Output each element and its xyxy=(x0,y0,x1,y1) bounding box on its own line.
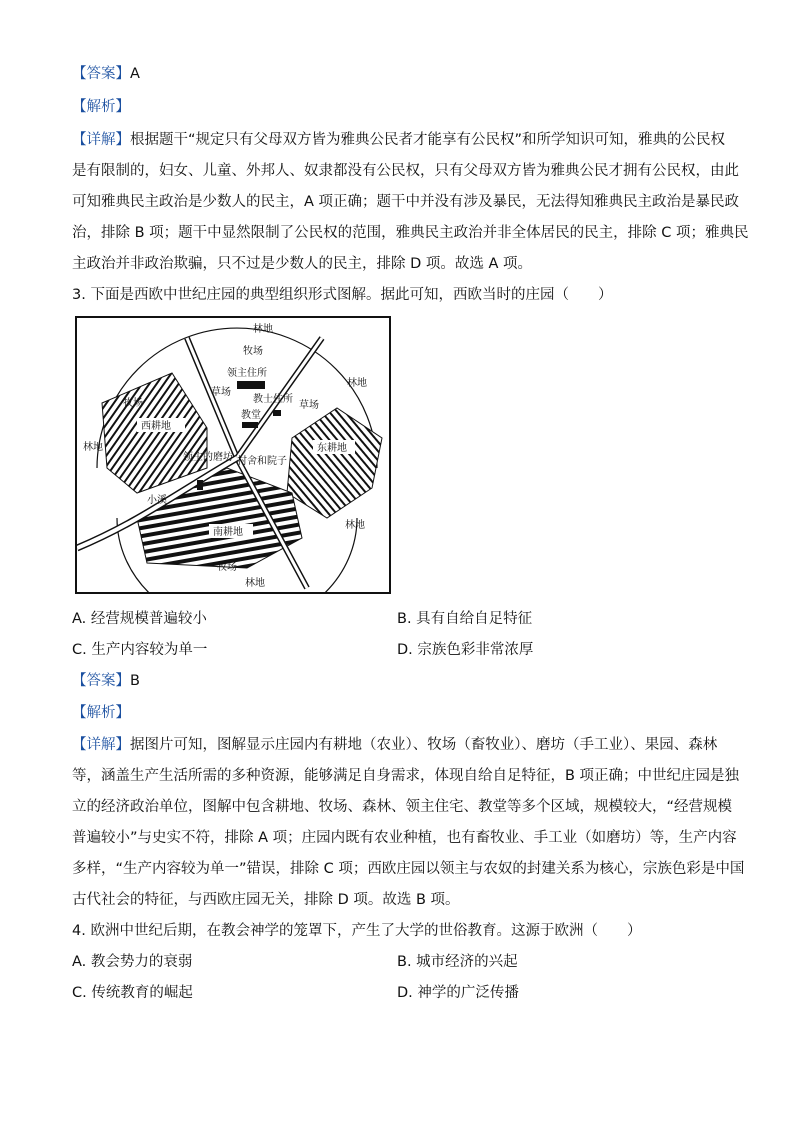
q4-stem: 4. 欧洲中世纪后期，在教会神学的笼罩下，产生了大学的世俗教育。这源于欧洲（ ） xyxy=(72,923,642,939)
answer-value: B xyxy=(130,673,140,689)
label-pasture-left: 牧场 xyxy=(123,398,143,409)
q3-answer-line xyxy=(72,670,140,692)
q3-option-a: A. 经营规模普遍较小 xyxy=(72,611,207,627)
label-west-field: 西耕地 xyxy=(141,421,171,432)
detail-tag: 【详解】 xyxy=(72,132,130,148)
q2-answer-line xyxy=(72,63,140,85)
q3-option-b: B. 具有自给自足特征 xyxy=(397,611,533,627)
label-forest-bottom: 林地 xyxy=(245,578,265,589)
q2-detail-line-2: 是有限制的，妇女、儿童、外邦人、奴隶都没有公民权，只有父母双方皆为雅典公民才拥有公民权，由此 xyxy=(72,163,739,179)
label-forest-right: 林地 xyxy=(347,378,367,389)
answer-value: A xyxy=(130,66,140,82)
label-priest-house: 教士住所 xyxy=(253,394,293,405)
west-field-area xyxy=(102,373,207,493)
label-east-field: 东耕地 xyxy=(317,443,347,454)
church-block xyxy=(242,422,258,428)
q3-detail-line-4: 普遍较小”与史实不符，排除 A 项；庄园内既有农业种植，也有畜牧业、手工业（如磨坊）等，生产内容 xyxy=(72,830,737,846)
lord-house-block xyxy=(237,381,265,389)
q2-detail-line-4: 治，排除 B 项；题干中显然限制了公民权的范围，雅典民主政治并非全体居民的民主，排除 C 项；雅典民 xyxy=(72,225,749,241)
label-pasture-bottom: 牧场 xyxy=(217,562,237,573)
detail-text: 根据题干“规定只有父母双方皆为雅典公民者才能享有公民权”和所学知识可知，雅典的公民权 xyxy=(130,132,726,148)
label-pasture-top: 牧场 xyxy=(243,346,263,357)
label-south-field: 南耕地 xyxy=(213,527,243,538)
q2-detail-line-3: 可知雅典民主政治是少数人的民主，A 项正确；题干中并没有涉及暴民，无法得知雅典民主政治是暴民政 xyxy=(72,194,740,210)
answer-tag: 【答案】 xyxy=(72,673,130,689)
analysis-tag: 【解析】 xyxy=(72,705,130,721)
label-forest-mid-right: 林地 xyxy=(345,520,365,531)
label-village: 村舍和院子 xyxy=(237,456,287,467)
q3-detail-line-5: 多样，“生产内容较为单一”错误，排除 C 项；西欧庄园以领主与农奴的封建关系为核心，宗族色彩是中国 xyxy=(72,861,745,877)
priest-house-icon xyxy=(273,410,281,416)
mill-icon xyxy=(197,480,203,490)
label-meadow-right: 草场 xyxy=(299,400,319,411)
east-field-area xyxy=(287,408,382,518)
q3-option-c: C. 生产内容较为单一 xyxy=(72,642,208,658)
detail-text: 据图片可知，图解显示庄园内有耕地（农业）、牧场（畜牧业）、磨坊（手工业）、果园、森林 xyxy=(130,737,718,753)
q4-option-b: B. 城市经济的兴起 xyxy=(397,954,518,970)
q3-detail-line-1 xyxy=(72,734,717,756)
q3-option-d: D. 宗族色彩非常浓厚 xyxy=(397,642,534,658)
analysis-tag: 【解析】 xyxy=(72,99,130,115)
label-forest-top: 林地 xyxy=(253,324,273,335)
q3-stem: 3. 下面是西欧中世纪庄园的典型组织形式图解。据此可知，西欧当时的庄园（ ） xyxy=(72,287,613,303)
label-lord-house: 领主住所 xyxy=(227,368,267,379)
q3-detail-line-3: 立的经济政治单位，图解中包含耕地、牧场、森林、领主住宅、教堂等多个区域，规模较大，“经营规模 xyxy=(72,799,733,815)
q4-option-c: C. 传统教育的崛起 xyxy=(72,985,193,1001)
q3-detail-line-2: 等，涵盖生产生活所需的多种资源，能够满足自身需求，体现自给自足特征，B 项正确；中世纪庄园是独 xyxy=(72,768,740,784)
q4-option-a: A. 教会势力的衰弱 xyxy=(72,954,193,970)
manor-diagram-svg xyxy=(77,318,389,592)
label-church: 教堂 xyxy=(241,410,261,421)
answer-tag: 【答案】 xyxy=(72,66,130,82)
q3-detail-line-6: 古代社会的特征，与西欧庄园无关，排除 D 项。故选 B 项。 xyxy=(72,892,460,908)
q2-detail-line-5: 主政治并非政治欺骗，只不过是少数人的民主，排除 D 项。故选 A 项。 xyxy=(72,256,533,272)
label-mill: 领主的磨坊 xyxy=(183,452,233,463)
q4-option-d: D. 神学的广泛传播 xyxy=(397,985,519,1001)
detail-tag: 【详解】 xyxy=(72,737,130,753)
q2-detail-line-1 xyxy=(72,129,725,151)
label-forest-left: 林地 xyxy=(83,442,103,453)
label-stream: 小溪 xyxy=(147,495,167,506)
manor-diagram xyxy=(75,316,391,594)
label-meadow-left: 草场 xyxy=(211,387,231,398)
